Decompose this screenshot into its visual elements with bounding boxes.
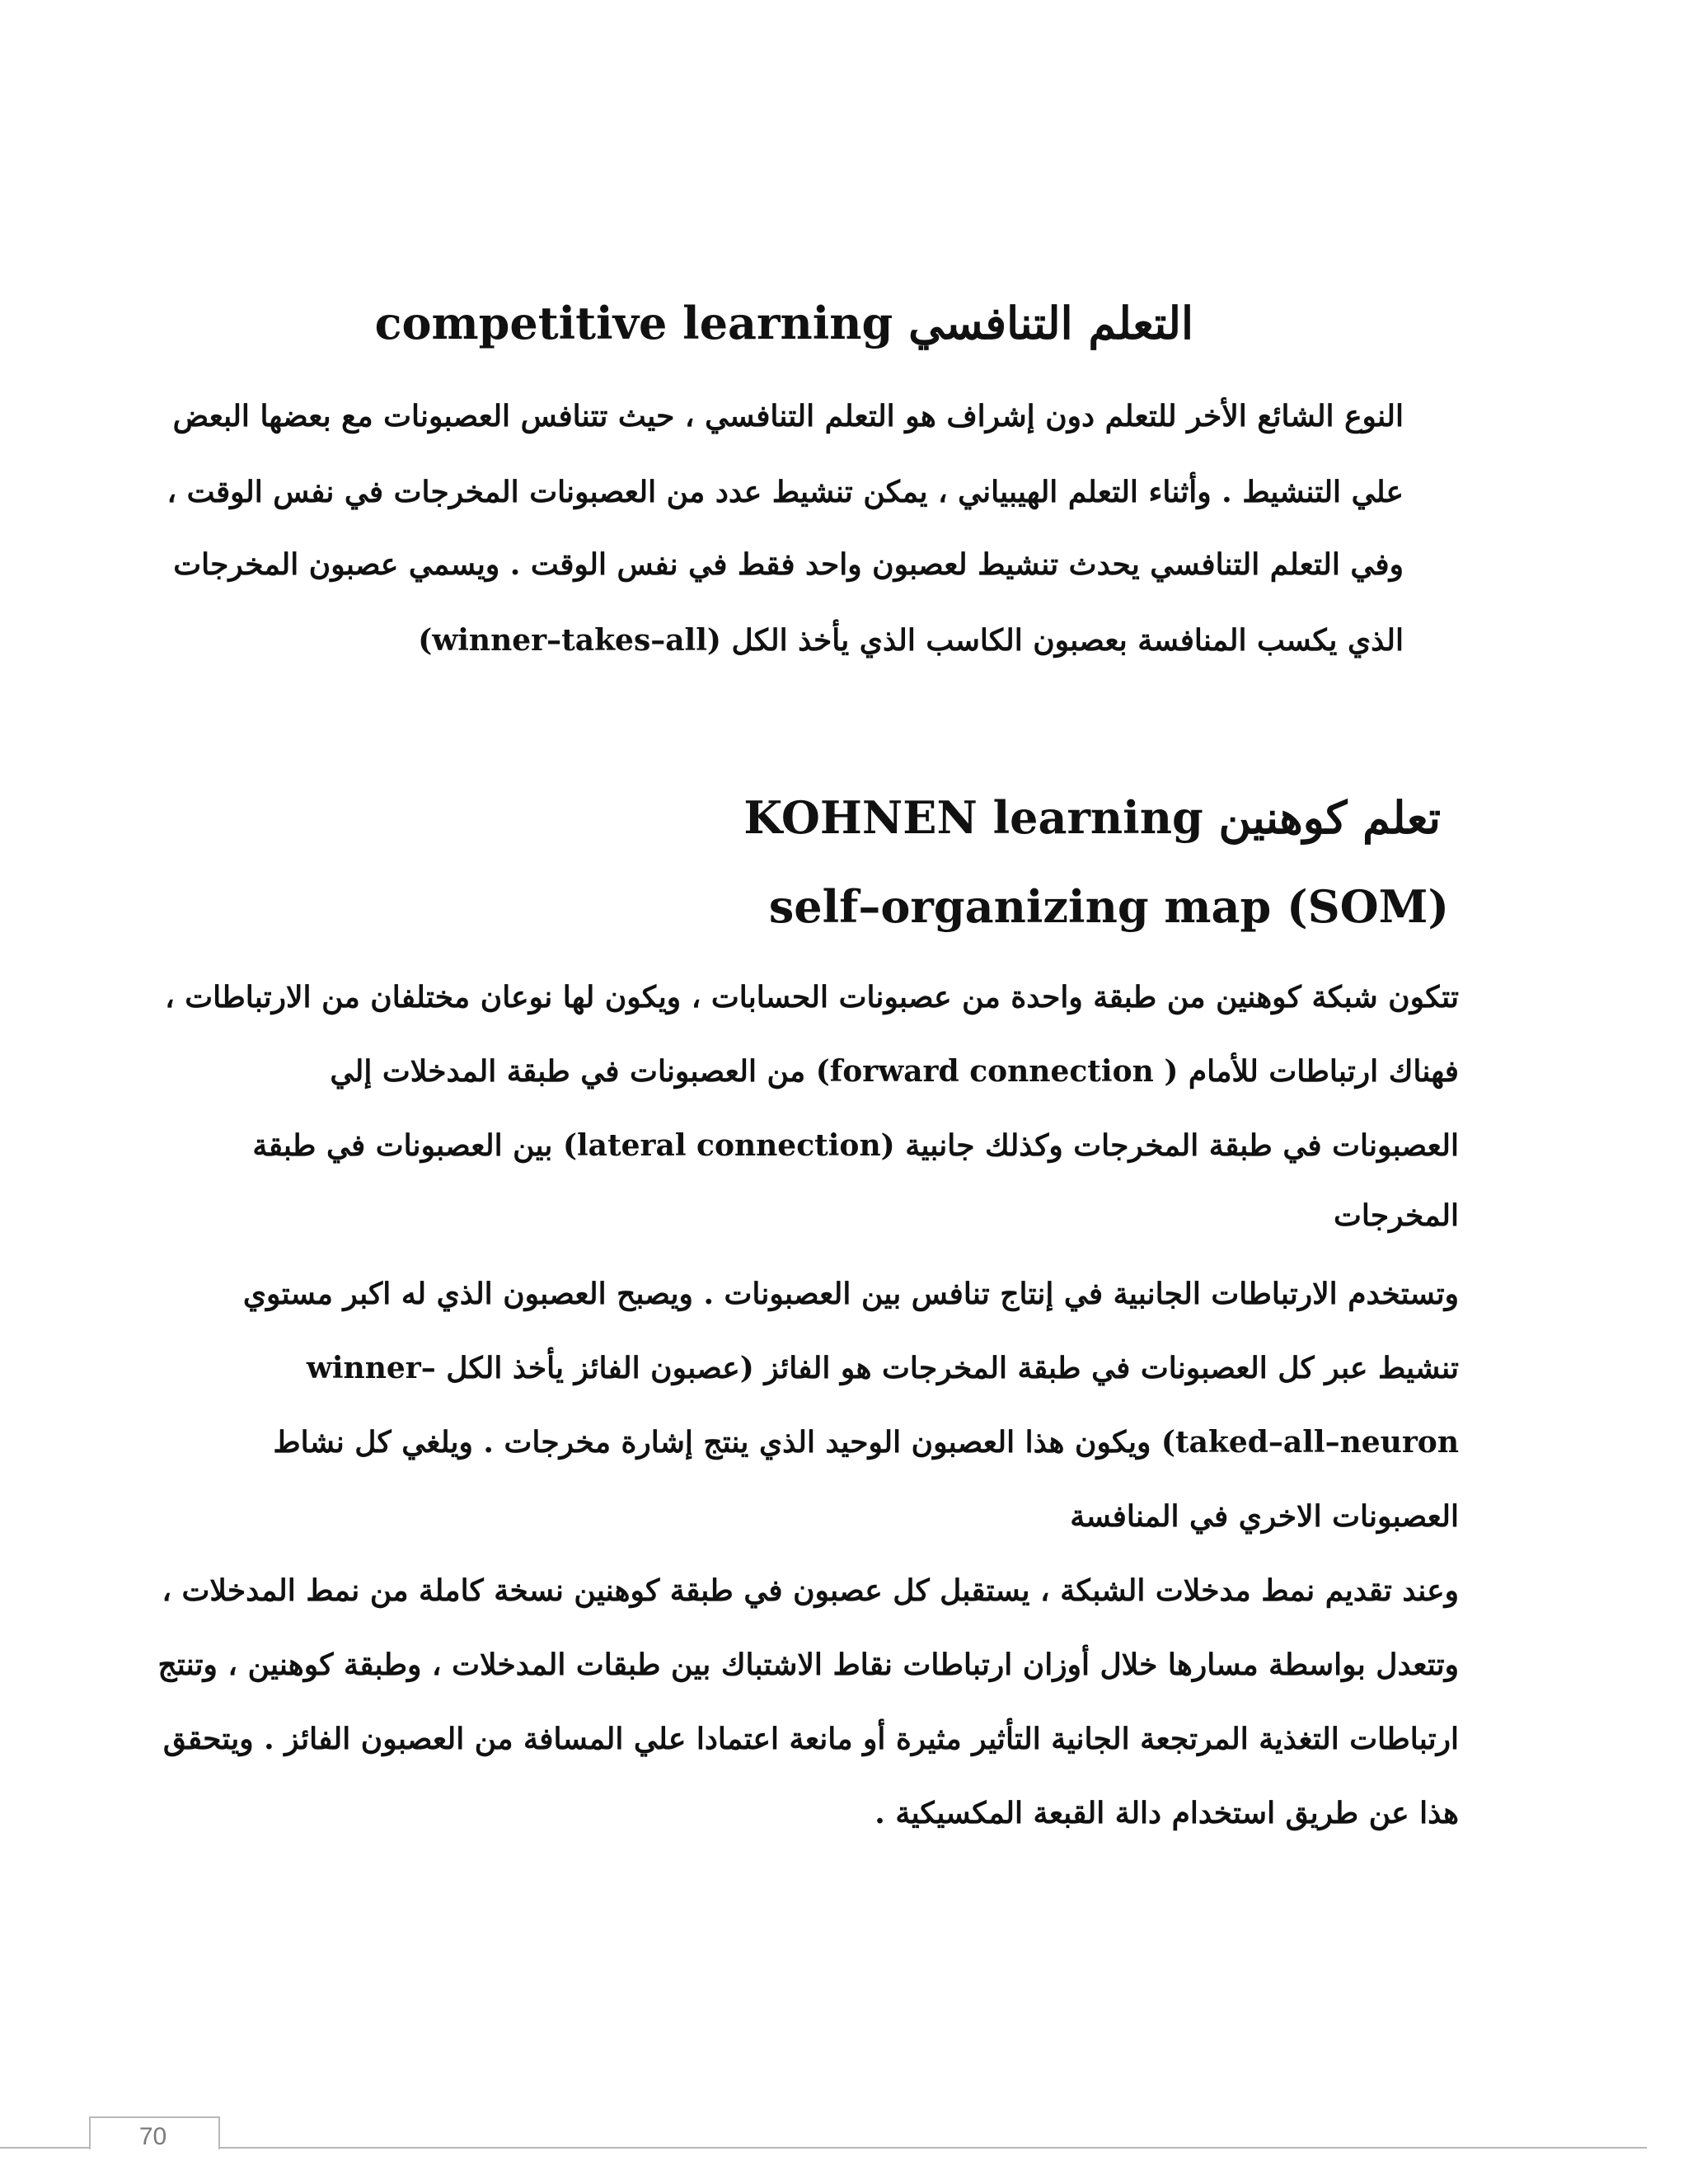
page-number: 70 <box>138 2123 167 2150</box>
paragraph-line: العصبونات الاخري في المنافسة <box>1070 1499 1459 1534</box>
paragraph-line: فهناك ارتباطات للأمام ( forward connection) من العصبونات في طبقة المدخلات إلي <box>330 1054 1459 1089</box>
footer-divider <box>0 2147 1647 2149</box>
paragraph-line: هذا عن طريق استخدام دالة القبعة المكسيكية . <box>874 1796 1459 1830</box>
paragraph-line: وتستخدم الارتباطات الجانبية في إنتاج تنافس بين العصبونات . ويصبح العصبون الذي له اكبر مستوي <box>242 1277 1459 1311</box>
paragraph-line: وفي التعلم التنافسي يحدث تنشيط لعصبون واحد فقط في نفس الوقت . ويسمي عصبون المخرجات <box>173 547 1404 582</box>
section-subheading-som: self–organizing map (SOM) <box>768 880 1449 933</box>
paragraph-line: وتتعدل بواسطة مسارها خلال أوزان ارتباطات نقاط الاشتباك بين طبقات المدخلات ، وطبقة كوهنين ، وتنتج <box>157 1647 1459 1682</box>
section-heading-competitive-learning: التعلم التنافسي competitive learning <box>374 297 1193 349</box>
paragraph-line: وعند تقديم نمط مدخلات الشبكة ، يستقبل كل عصبون في طبقة كوهنين نسخة كاملة من نمط المدخلات ، <box>162 1573 1459 1608</box>
paragraph-line: علي التنشيط . وأثناء التعلم الهيبياني ، يمكن تنشيط عدد من العصبونات المخرجات في نفس الوقت ، <box>166 475 1404 509</box>
paragraph-line: ارتباطات التغذية المرتجعة الجانية التأثير مثيرة أو مانعة اعتمادا علي المسافة من العصبون الفائز . ويتحقق <box>162 1722 1459 1756</box>
paragraph-line: العصبونات في طبقة المخرجات وكذلك جانبية (lateral connection) بين العصبونات في طبقة <box>252 1128 1459 1163</box>
paragraph-line: الذي يكسب المنافسة بعصبون الكاسب الذي يأخذ الكل (winner–takes–all) <box>418 623 1404 658</box>
paragraph-line: النوع الشائع الأخر للتعلم دون إشراف هو التعلم التنافسي ، حيث تتنافس العصبونات مع بعضها البعض <box>172 399 1404 434</box>
paragraph-line: تتكون شبكة كوهنين من طبقة واحدة من عصبونات الحسابات ، ويكون لها نوعان مختلفان من الارتباطات ، <box>165 980 1459 1015</box>
paragraph-line: المخرجات <box>1334 1198 1459 1233</box>
section-heading-kohonen-learning: تعلم كوهنين KOHNEN learning <box>743 791 1441 844</box>
paragraph-line: taked–all–neuron) ويكون هذا العصبون الوحيد الذي ينتج إشارة مخرجات . ويلغي كل نشاط <box>273 1425 1459 1460</box>
paragraph-line: تنشيط عبر كل العصبونات في طبقة المخرجات هو الفائز (عصبون الفائز يأخذ الكل –winner <box>306 1351 1459 1385</box>
